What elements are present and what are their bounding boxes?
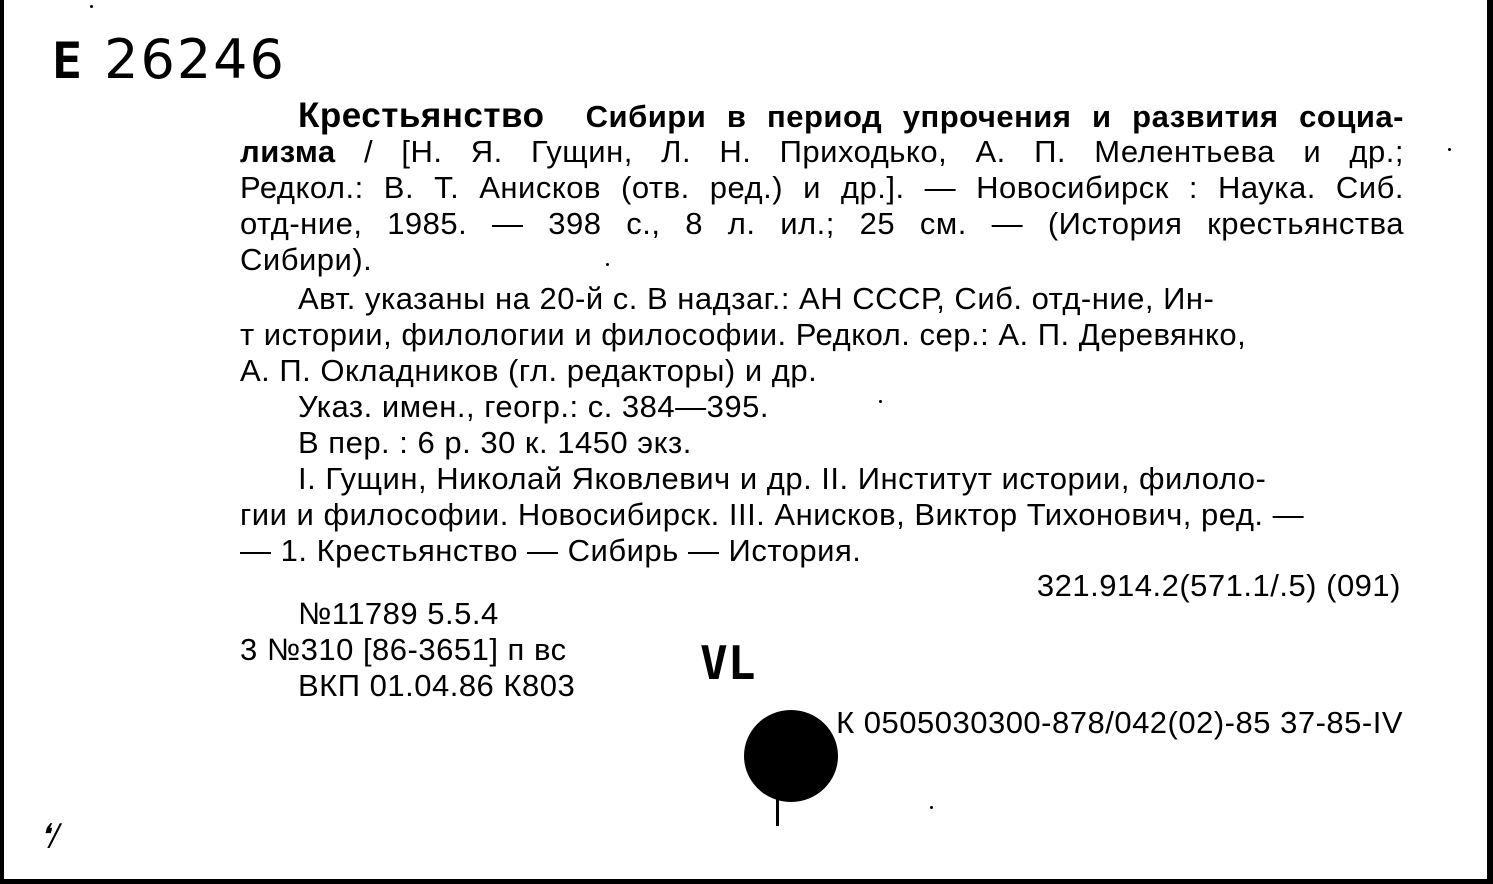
speck — [606, 263, 609, 266]
entry-line-3: Редкол.: В. Т. Анисков (отв. ред.) и др.]. — Новосибирск : Наука. Сиб. — [240, 170, 1404, 205]
call-number — [52, 28, 286, 91]
entry-line-4: отд-ние, 1985. — 398 с., 8 л. ил.; 25 см. — (История крестьянства — [240, 206, 1404, 241]
ink-blot-stem — [776, 796, 779, 826]
card-border-right — [1487, 0, 1493, 884]
print-info-line-1: №11789 5.5.4 — [298, 596, 499, 631]
note-line-5: В пер. : 6 р. 30 к. 1450 экз. — [298, 425, 692, 460]
speck — [879, 400, 882, 403]
tracing-line-3: — 1. Крестьянство — Сибирь — История. — [240, 533, 862, 568]
call-digits: 26246 — [104, 28, 286, 91]
entry-line-5: Сибири). — [240, 242, 373, 277]
speck — [930, 806, 933, 809]
classification-number: 321.914.2(571.1/.5) (091) — [1036, 568, 1401, 603]
card-border-bottom — [0, 879, 1493, 884]
title-rest: Сибири в период упрочения и развития социа- — [585, 99, 1404, 134]
print-info-line-2: 3 №310 [86-3651] п вс — [240, 632, 567, 667]
ink-blot — [744, 710, 838, 802]
title-word: Крестьянство — [298, 96, 545, 135]
tracing-line-1: I. Гущин, Николай Яковлевич и др. II. Институт истории, филоло- — [298, 461, 1267, 496]
note-line-4: Указ. имен., геогр.: с. 384—395. — [298, 389, 769, 424]
speck — [1448, 148, 1451, 151]
tracing-line-2: гии и философии. Новосибирск. III. Анисков, Виктор Тихонович, ред. — — [240, 497, 1305, 532]
pencil-mark: ❛/ — [40, 818, 60, 853]
speck — [90, 5, 93, 8]
entry-line-2 — [240, 134, 1404, 170]
authors: / [Н. Я. Гущин, Л. Н. Приходько, А. П. Мелентьева и др.; — [363, 134, 1404, 169]
call-letter: Е — [52, 32, 85, 90]
entry-line-1 — [298, 98, 1404, 135]
card-border-left — [0, 0, 4, 884]
note-line-2: т истории, филологии и философии. Редкол. сер.: А. П. Деревянко, — [240, 317, 1247, 352]
note-line-3: А. П. Окладников (гл. редакторы) и др. — [240, 353, 818, 388]
vl-stamp: VL — [700, 636, 756, 690]
note-line-1: Авт. указаны на 20-й с. В надзаг.: АН СССР, Сиб. отд-ние, Ин- — [298, 281, 1215, 316]
bottom-code: К 0505030300-878/042(02)-85 37-85-IV — [836, 705, 1403, 740]
title-end: лизма — [240, 134, 336, 169]
print-info-line-3: ВКП 01.04.86 К803 — [298, 668, 576, 703]
